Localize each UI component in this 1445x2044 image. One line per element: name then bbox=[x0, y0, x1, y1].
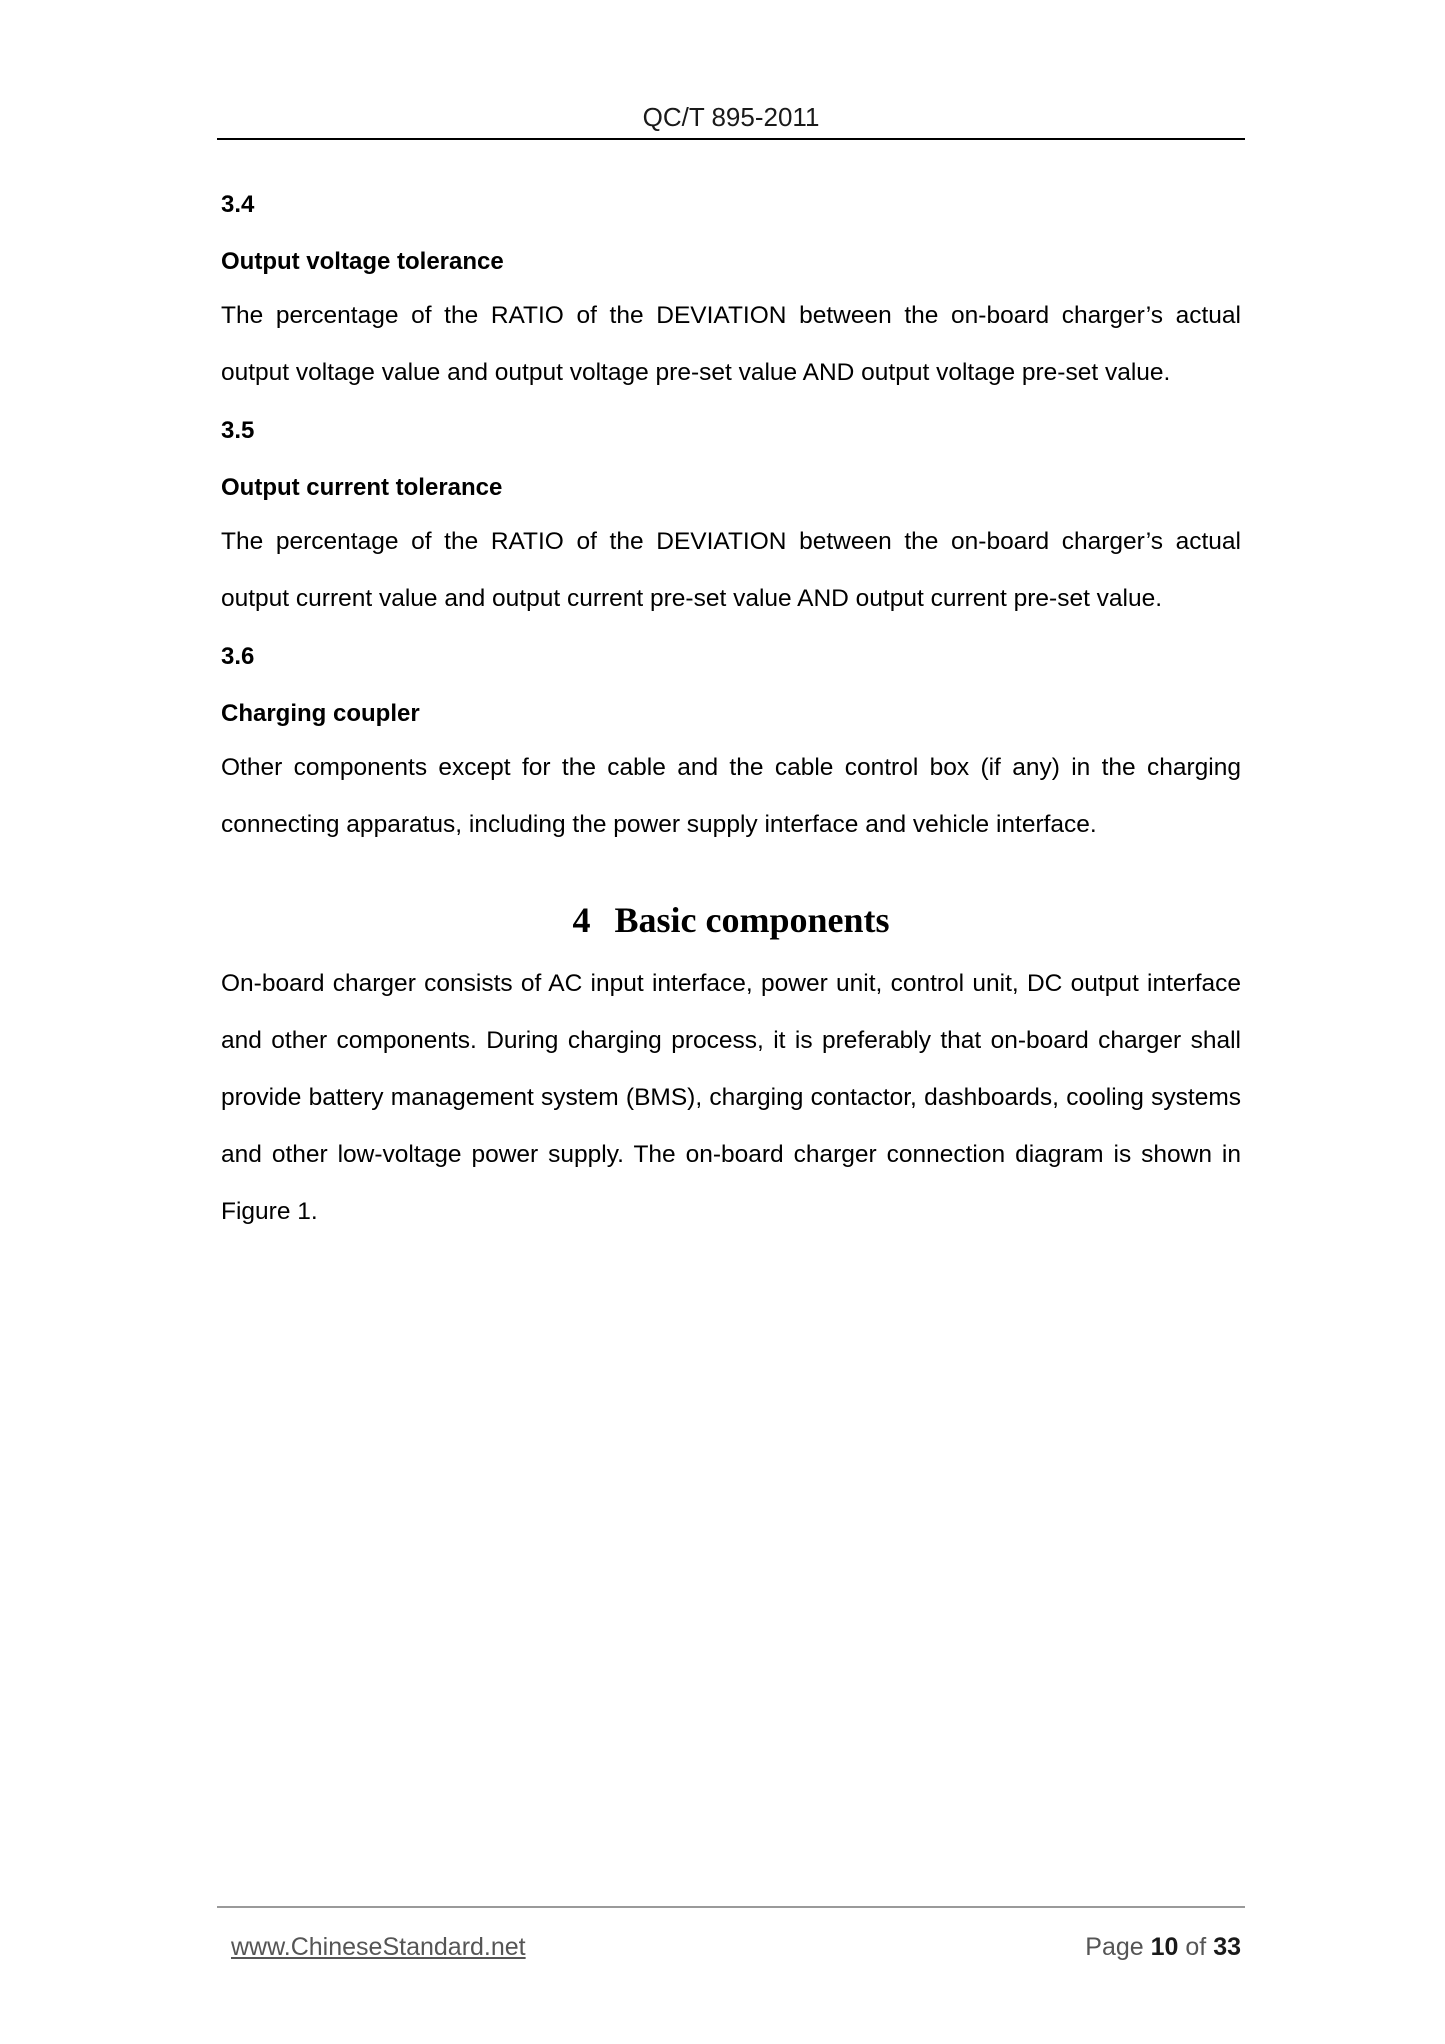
page-current: 10 bbox=[1150, 1933, 1179, 1961]
website-link[interactable]: www.ChineseStandard.net bbox=[231, 1933, 526, 1961]
section-paragraph: On-board charger consists of AC input interface, power unit, control unit, DC output interface and other components. During charging process, it is preferably that on-board charger shall provide battery management system (BMS), charging contactor, dashboards, cooling systems and other low-voltage power supply. The on-board charger connection diagram is shown in Figure 1. bbox=[221, 970, 1241, 1225]
clause-3-4 bbox=[221, 188, 1241, 401]
clause-number: 3.4 bbox=[221, 191, 255, 218]
section-number: 4 bbox=[572, 900, 591, 940]
page-number bbox=[1085, 1930, 1241, 1964]
clause-definition: The percentage of the RATIO of the DEVIATION between the on-board charger’s actual output voltage value and output voltage pre-set value AND output voltage pre-set value. bbox=[221, 302, 1241, 386]
clause-number: 3.5 bbox=[221, 417, 255, 444]
clause-term: Charging coupler bbox=[221, 700, 420, 727]
page-of-label: of bbox=[1185, 1933, 1207, 1961]
clause-term: Output current tolerance bbox=[221, 474, 503, 501]
clause-definition: The percentage of the RATIO of the DEVIATION between the on-board charger’s actual output current value and output current pre-set value AND output current pre-set value. bbox=[221, 528, 1241, 612]
clause-3-6 bbox=[221, 640, 1241, 853]
section-title: Basic components bbox=[614, 900, 890, 940]
clause-number: 3.6 bbox=[221, 643, 255, 670]
clause-term: Output voltage tolerance bbox=[221, 248, 504, 275]
document-code: QC/T 895-2011 bbox=[642, 102, 820, 132]
page-content bbox=[221, 188, 1241, 1240]
page-footer bbox=[217, 1906, 1245, 1961]
clause-3-5 bbox=[221, 414, 1241, 627]
clause-definition: Other components except for the cable and the cable control box (if any) in the charging connecting apparatus, including the power supply interface and vehicle interface. bbox=[221, 754, 1241, 838]
page-header bbox=[217, 100, 1245, 140]
page-label: Page bbox=[1085, 1933, 1144, 1961]
section-heading bbox=[221, 898, 1241, 942]
page-total: 33 bbox=[1213, 1933, 1241, 1961]
